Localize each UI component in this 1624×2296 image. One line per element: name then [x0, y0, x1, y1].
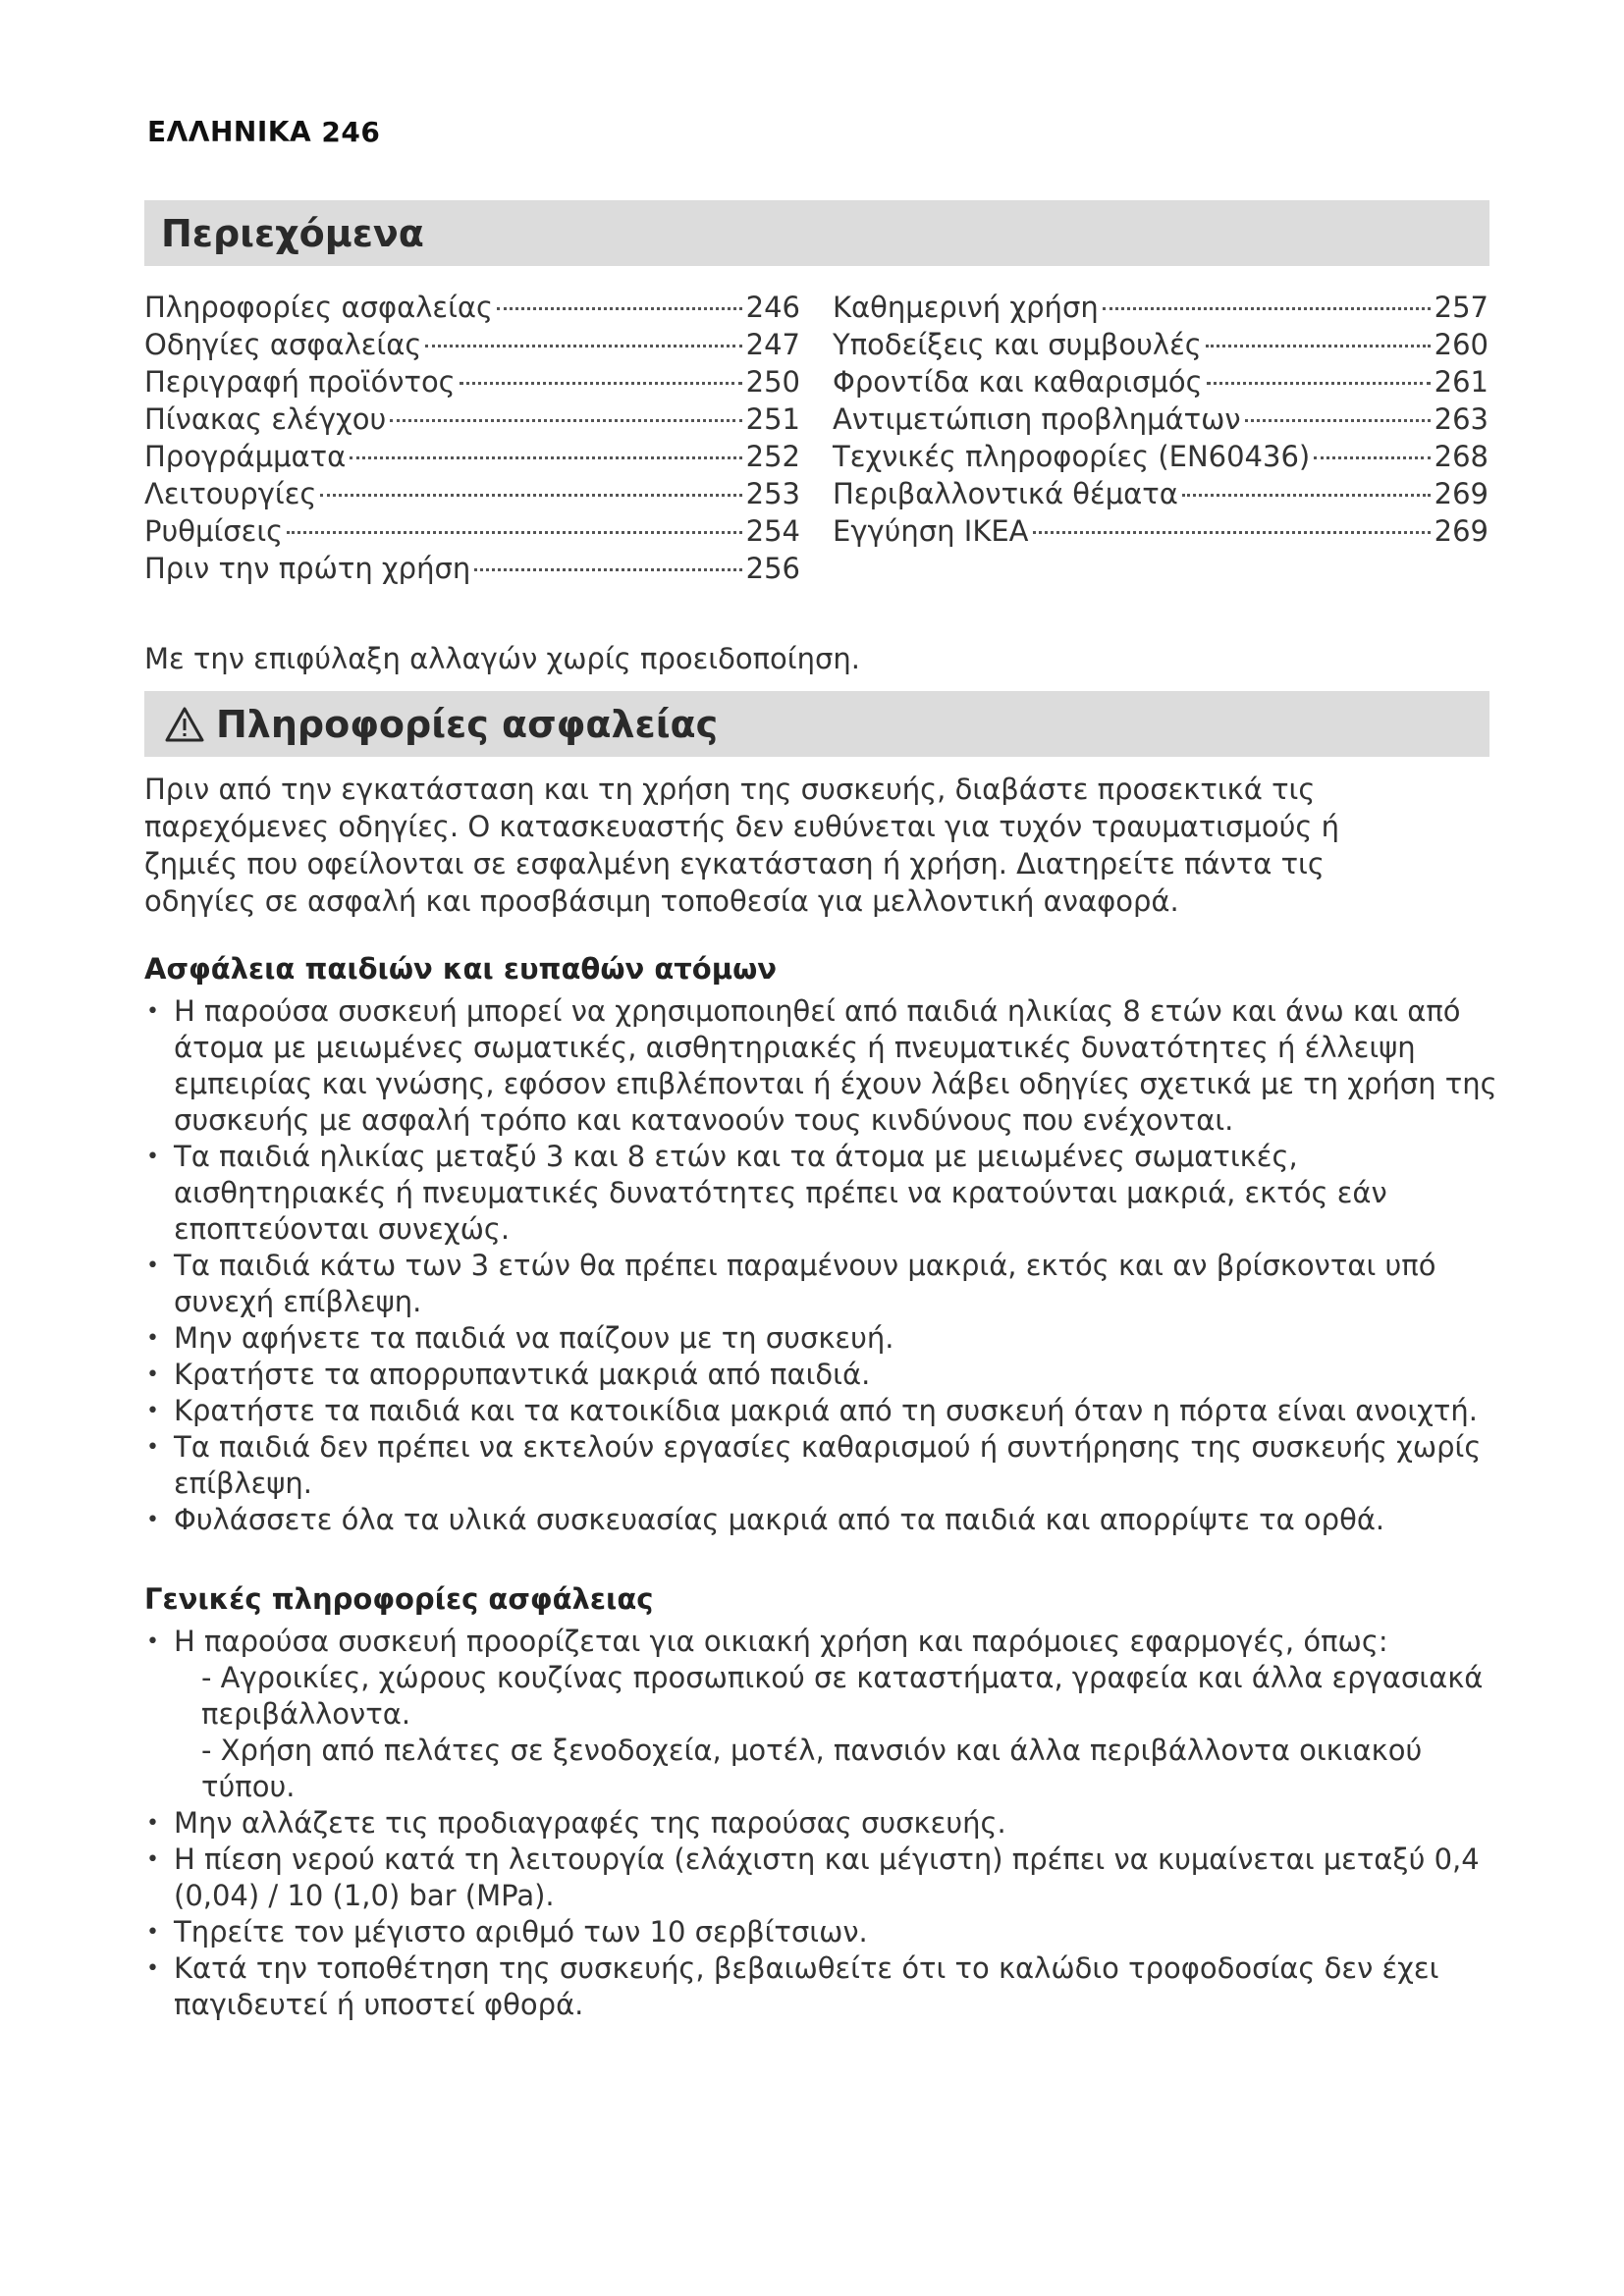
toc-entry-page: 263: [1434, 402, 1489, 436]
toc-entry-title: Οδηγίες ασφαλείας: [144, 328, 422, 361]
toc-leader: [1103, 284, 1431, 310]
safety-title: Πληροφορίες ασφαλείας: [216, 702, 719, 746]
toc-title: Περιεχόμενα: [161, 211, 424, 255]
general-safety-heading: Γενικές πληροφορίες ασφάλειας: [144, 1582, 654, 1616]
toc-entry-title: Φροντίδα και καθαρισμός: [833, 365, 1203, 399]
toc-entry-page: 251: [745, 402, 800, 436]
list-item: [144, 1320, 1499, 1357]
toc-leader: [1207, 358, 1431, 385]
bullet-icon: •: [146, 1811, 159, 1836]
list-item: [144, 993, 1499, 1139]
list-item: [144, 1429, 1499, 1502]
toc-entry-title: Ρυθμίσεις: [144, 514, 284, 548]
toc-leader: [1182, 470, 1431, 497]
bullet-icon: •: [146, 1399, 159, 1423]
toc-entry-page: 247: [745, 328, 800, 361]
toc-entry-page: 256: [745, 552, 800, 585]
bullet-icon: •: [146, 999, 159, 1024]
page-header-label: ΕΛΛΗΝΙΚΑ 246: [147, 116, 381, 148]
list-item-text: Κατά την τοποθέτηση της συσκευής, βεβαιωθείτε ότι το καλώδιο τροφοδοσίας δεν έχει παγιδευτεί ή υποστεί φθορά.: [174, 1951, 1439, 2021]
toc-entry-page: 250: [745, 365, 800, 399]
toc-leader: [425, 321, 741, 347]
toc-entry-page: 252: [745, 440, 800, 473]
children-safety-list: [144, 993, 1499, 1538]
warning-triangle-icon: [165, 707, 204, 742]
list-item-text: Κρατήστε τα παιδιά και τα κατοικίδια μακριά από τη συσκευή όταν η πόρτα είναι ανοιχτή.: [174, 1394, 1478, 1427]
toc-entry-title: Αντιμετώπιση προβλημάτων: [833, 402, 1241, 436]
toc-entry-page: 246: [745, 291, 800, 324]
toc-leader: [320, 470, 741, 497]
list-item: [144, 1357, 1499, 1393]
safety-heading: [144, 691, 1489, 757]
toc-leader: [287, 507, 741, 534]
toc-leader: [460, 358, 742, 385]
toc-entry-page: 253: [745, 477, 800, 510]
toc-leader: [1206, 321, 1431, 347]
toc-entry-title: Υποδείξεις και συμβουλές: [833, 328, 1202, 361]
toc-leader: [390, 396, 741, 422]
bullet-icon: •: [146, 1508, 159, 1532]
toc-leader: [1314, 433, 1430, 459]
toc-entry-page: 254: [745, 514, 800, 548]
toc-leader: [1245, 396, 1431, 422]
toc-entry-title: Καθημερινή χρήση: [833, 291, 1099, 324]
children-safety-heading: Ασφάλεια παιδιών και ευπαθών ατόμων: [144, 952, 778, 986]
list-item-text: Η παρούσα συσκευή μπορεί να χρησιμοποιηθεί από παιδιά ηλικίας 8 ετών και άνω και από άτομα με μειωμένες σωματικές, αισθητηριακές ή πνευματικές δυνατότητες ή έλλειψη εμπειρίας και γνώσης, εφόσον επιβλέπονται ή έχουν λάβει οδηγίες σχετικά με τη χρήση της συσκευής με ασφαλή τρόπο και κατανοούν τους κινδύνους που ενέχονται.: [174, 994, 1497, 1137]
bullet-icon: •: [146, 1920, 159, 1945]
toc-entry-page: 269: [1434, 514, 1489, 548]
list-item: [144, 1842, 1519, 1914]
toc-heading: [144, 200, 1489, 266]
list-item-text: Μην αφήνετε τα παιδιά να παίζουν με τη συσκευή.: [174, 1321, 894, 1355]
bullet-icon: •: [146, 1629, 159, 1654]
toc-entry-title: Εγγύηση IKEA: [833, 514, 1029, 548]
toc-leader: [474, 545, 741, 571]
toc-entry[interactable]: [144, 552, 800, 589]
toc-entry-page: 269: [1434, 477, 1489, 510]
list-item: [144, 1139, 1499, 1248]
bullet-icon: •: [146, 1326, 159, 1351]
toc-leader: [497, 284, 742, 310]
bullet-icon: •: [146, 1254, 159, 1278]
toc-right-column: [833, 291, 1489, 552]
list-item: [144, 1248, 1499, 1320]
toc-entry-page: 260: [1434, 328, 1489, 361]
list-item-text: Τηρείτε τον μέγιστο αριθμό των 10 σερβίτσιων.: [174, 1915, 868, 1949]
toc-entry-title: Πληροφορίες ασφαλείας: [144, 291, 494, 324]
toc-entry-title: Λειτουργίες: [144, 477, 317, 510]
list-item-text: Η πίεση νερού κατά τη λειτουργία (ελάχιστη και μέγιστη) πρέπει να κυμαίνεται μεταξύ 0,4 (0,04) / 10 (1,0) bar (MPa).: [174, 1842, 1480, 1912]
list-item: [144, 1624, 1519, 1805]
list-item: [144, 1914, 1519, 1950]
bullet-icon: •: [146, 1956, 159, 1981]
toc-entry-title: Πίνακας ελέγχου: [144, 402, 387, 436]
toc-entry-title: Περιγραφή προϊόντος: [144, 365, 456, 399]
bullet-icon: •: [146, 1145, 159, 1169]
list-item: [144, 1805, 1519, 1842]
toc-entry-title: Προγράμματα: [144, 440, 347, 473]
toc-entry-title: Περιβαλλοντικά θέματα: [833, 477, 1178, 510]
toc-entry-page: 257: [1434, 291, 1489, 324]
toc-entry[interactable]: [833, 514, 1489, 552]
sub-item: - Χρήση από πελάτες σε ξενοδοχεία, μοτέλ, πανσιόν και άλλα περιβάλλοντα οικιακού τύπου.: [201, 1734, 1423, 1803]
list-item-text: Η παρούσα συσκευή προορίζεται για οικιακή χρήση και παρόμοιες εφαρμογές, όπως:: [174, 1625, 1388, 1658]
list-item-text: Φυλάσσετε όλα τα υλικά συσκευασίας μακριά από τα παιδιά και απορρίψτε τα ορθά.: [174, 1503, 1385, 1536]
bullet-icon: •: [146, 1362, 159, 1387]
sub-item: - Αγροικίες, χώρους κουζίνας προσωπικού σε καταστήματα, γραφεία και άλλα εργασιακά περιβάλλοντα.: [201, 1661, 1484, 1731]
toc-entry-page: 261: [1434, 365, 1489, 399]
toc-entry-page: 268: [1434, 440, 1489, 473]
list-item: [144, 1393, 1499, 1429]
general-safety-list: [144, 1624, 1519, 2023]
safety-intro-paragraph: Πριν από την εγκατάσταση και τη χρήση της συσκευής, διαβάστε προσεκτικά τις παρεχόμενες οδηγίες. Ο κατασκευαστής δεν ευθύνεται για τυχόν τραυματισμούς ή ζημιές που οφείλονται σε εσφαλμένη εγκατάσταση ή χρήση. Διατηρείτε πάντα τις οδηγίες σε ασφαλή και προσβάσιμη τοποθεσία για μελλοντική αναφορά.: [144, 773, 1340, 918]
toc-leader: [1033, 507, 1431, 534]
list-item: [144, 1950, 1519, 2023]
change-notice: Με την επιφύλαξη αλλαγών χωρίς προειδοποίηση.: [144, 642, 860, 675]
list-item: [144, 1502, 1499, 1538]
toc-entry-title: Τεχνικές πληροφορίες (EN60436): [833, 440, 1311, 473]
toc-entry-title: Πριν την πρώτη χρήση: [144, 552, 471, 585]
list-item-text: Τα παιδιά ηλικίας μεταξύ 3 και 8 ετών και τα άτομα με μειωμένες σωματικές, αισθητηριακές ή πνευματικές δυνατότητες πρέπει να κρατούνται μακριά, εκτός εάν εποπτεύονται συνεχώς.: [174, 1140, 1387, 1246]
bullet-icon: •: [146, 1435, 159, 1460]
list-item-text: Κρατήστε τα απορρυπαντικά μακριά από παιδιά.: [174, 1358, 871, 1391]
list-item-text: Τα παιδιά δεν πρέπει να εκτελούν εργασίες καθαρισμού ή συντήρησης της συσκευής χωρίς επίβλεψη.: [174, 1430, 1482, 1500]
toc-left-column: [144, 291, 800, 589]
toc-leader: [350, 433, 741, 459]
list-item-text: Μην αλλάζετε τις προδιαγραφές της παρούσας συσκευής.: [174, 1806, 1006, 1840]
bullet-icon: •: [146, 1847, 159, 1872]
list-item-text: Τα παιδιά κάτω των 3 ετών θα πρέπει παραμένουν μακριά, εκτός και αν βρίσκονται υπό συνεχή επίβλεψη.: [174, 1249, 1436, 1318]
